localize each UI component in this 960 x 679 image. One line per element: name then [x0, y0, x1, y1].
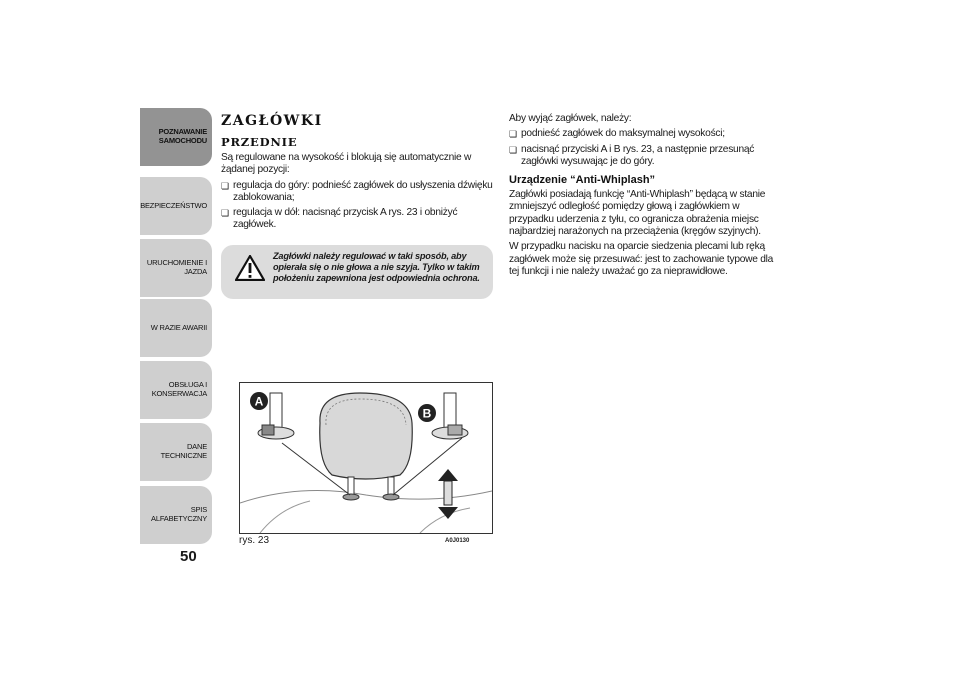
tab-uruchomienie-i-jazda[interactable]: URUCHOMIENIE I JAZDA	[140, 239, 212, 297]
figure-code: A0J0130	[445, 538, 470, 544]
headrest-illustration	[240, 383, 492, 533]
tab-obsluga-i-konserwacja[interactable]: OBSŁUGA I KONSERWACJA	[140, 361, 212, 419]
tab-bezpieczenstwo[interactable]: BEZPIECZEŃSTWO	[140, 177, 212, 235]
left-column	[221, 113, 493, 299]
page-number: 50	[180, 548, 197, 565]
list-item: ❏ regulacja do góry: podnieść zagłówek do usłyszenia dźwięku zablokowania;	[221, 180, 493, 205]
list-item: ❏ podnieść zagłówek do maksymalnej wysokości;	[509, 128, 774, 140]
figure-label-a: A	[254, 394, 264, 409]
anti-whiplash-heading: Urządzenie “Anti-Whiplash”	[509, 174, 656, 187]
tab-poznawanie-samochodu[interactable]: POZNAWANIE SAMOCHODU	[140, 108, 212, 166]
list-item: ❏ nacisnąć przyciski A i B rys. 23, a następnie przesunąć zagłówki wysuwając je do góry.	[509, 144, 774, 169]
warning-text: Zagłówki należy regulować w taki sposób, aby opierała się o nie głowa a nie szyja. Tylko w takim położeniu zapewniona jest odpowiednia ochrona.	[273, 250, 480, 283]
warning-triangle-icon	[235, 255, 265, 281]
section-subtitle: PRZEDNIE	[221, 135, 298, 149]
figure-label-b: B	[422, 406, 432, 421]
anti-whiplash-paragraph-1: Zagłówki posiadają funkcję “Anti-Whiplash” będącą w stanie zmniejszyć odległość pomiędzy głową i zagłówkiem w przypadku uderzenia z tyłu, co ogranicza obrażenia miejsc najbardziej narażonych na przeciążenia (kręgów szyjnych).	[509, 189, 766, 238]
figure-caption: rys. 23	[239, 535, 270, 546]
headrest-figure	[239, 382, 493, 534]
warning-box	[221, 245, 493, 299]
tab-w-razie-awarii[interactable]: W RAZIE AWARII	[140, 299, 212, 357]
right-column	[509, 113, 774, 281]
list-item: ❏ regulacja w dół: nacisnąć przycisk A rys. 23 i obniżyć zagłówek.	[221, 207, 493, 232]
tab-spis-alfabetyczny[interactable]: SPIS ALFABETYCZNY	[140, 486, 212, 544]
removal-intro: Aby wyjąć zagłówek, należy:	[509, 113, 632, 124]
anti-whiplash-paragraph-2: W przypadku nacisku na oparcie siedzenia plecami lub ręką zagłówek może się przesuwać: jest to zachowanie typowe dla tej funkcji i nie należy uważać go za nieprawidłowe.	[509, 241, 774, 277]
tab-dane-techniczne[interactable]: DANE TECHNICZNE	[140, 423, 212, 481]
intro-text: Są regulowane na wysokość i blokują się automatycznie w żądanej pozycji:	[221, 152, 472, 176]
section-title: ZAGŁÓWKI	[221, 113, 323, 129]
